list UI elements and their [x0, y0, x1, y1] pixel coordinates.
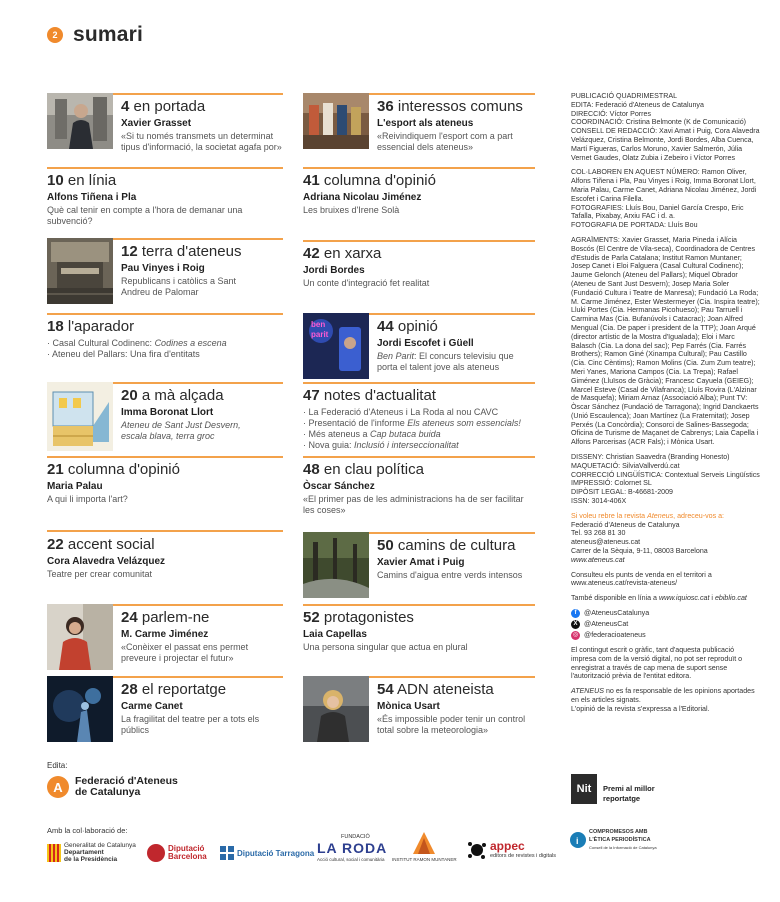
toc-entry-54[interactable]: [303, 676, 535, 744]
appec-logo[interactable]: appec editors de revistes i digitals: [467, 840, 556, 860]
entry-page-number: 36: [377, 98, 394, 115]
entry-page-number: 22: [47, 536, 64, 553]
toc-entry-28[interactable]: [47, 676, 283, 744]
entry-author: Imma Boronat Llort: [121, 407, 214, 418]
entry-section-title: protagonistes: [323, 609, 414, 626]
page-title: sumari: [73, 23, 144, 46]
social-x[interactable]: X @AteneusCat: [571, 620, 761, 629]
page-header: [47, 23, 143, 47]
svg-text:ben: ben: [311, 320, 326, 329]
entry-section-title: terra d'ateneus: [141, 243, 242, 260]
credits-masthead: PUBLICACIÓ QUADRIMESTRAL EDITA: Federació d'Ateneus de Catalunya DIRECCIÓ: Víctor Porres COORDINACIÓ: Cristina Belmonte (K de Comunicació) CONSELL DE REDACCIÓ: Xavi Amat i Puig, Cora Alavedra Velázquez, Cristina Belmonte, Jordi Bordes, Alba Cuenca, Martí Figueras, Carlos Moruno, Xavier Salmerón, Júlia Vernet Gaudes, Olatz Zubia i Zebeiro i Víctor Porres: [571, 92, 760, 162]
entry-page-number: 54: [377, 681, 394, 698]
entry-section-title: el reportatge: [141, 681, 227, 698]
entry-page-number: 50: [377, 537, 394, 554]
entry-description: «Conèixer el passat ens permet preveure i projectar el futur»: [121, 642, 249, 663]
credits-sidebar: [571, 92, 761, 720]
entry-description: Les bruixes d'Irene Solà: [303, 205, 400, 215]
entry-description: Teatre per crear comunitat: [47, 569, 153, 579]
entry-description: Ateneu de Sant Just Desvern, escala blava, terra groc: [121, 420, 241, 441]
collaboration-label: Amb la col·laboració de:: [47, 826, 128, 835]
entry-description: «Si tu només transmets un determinat tipus d'informació, la societat agafa por»: [121, 131, 282, 152]
publisher-label: Edita:: [47, 761, 68, 770]
toc-entry-41[interactable]: [303, 167, 535, 223]
toc-entry-50[interactable]: [303, 532, 535, 600]
publisher-name: Federació d'Ateneus de Catalunya: [75, 775, 178, 798]
entry-page-number: 47: [303, 387, 320, 404]
entry-page-number: 42: [303, 245, 320, 262]
entry-bullet: · Presentació de l'informe Els ateneus som essencials!: [303, 418, 521, 428]
entry-page-number: 18: [47, 318, 64, 335]
entry-author: L'esport als ateneus: [377, 118, 474, 129]
toc-entry-12[interactable]: [47, 238, 283, 306]
svg-text:parit: parit: [311, 330, 329, 339]
entry-photo-54: [303, 676, 369, 742]
entry-description: Què cal tenir en compte a l'hora de demanar una subvenció?: [47, 205, 243, 226]
entry-author: Jordi Bordes: [303, 265, 365, 276]
entry-description: Camins d'aigua entre verds intensos: [377, 570, 523, 580]
entry-divider: [47, 530, 283, 532]
entry-author: Xavier Grasset: [121, 118, 192, 129]
entry-divider: [303, 456, 535, 458]
entry-section-title: interessos comuns: [397, 98, 523, 115]
entry-section-title: columna d'opinió: [67, 461, 180, 478]
entry-photo-4: [47, 93, 113, 149]
toc-entry-18[interactable]: [47, 313, 283, 369]
entry-author: Mònica Usart: [377, 701, 440, 712]
entry-bullet: · Ateneu del Pallars: Una fira d'entitats: [47, 349, 200, 359]
entry-author: Maria Palau: [47, 481, 103, 492]
entry-illustration-20: [47, 382, 113, 451]
contact-details: Federació d'Ateneus de Catalunya Tel. 93 268 81 30 ateneus@ateneus.cat Carrer de la Sèquia, 9-11, 08003 Barcelona: [571, 520, 708, 556]
entry-photo-28: [47, 676, 113, 742]
credits-production: DISSENY: Christian Saavedra (Branding Honesto) MAQUETACIÓ: SilviaVallverdú.cat CORRECCIÓ LINGÜÍSTICA: Contextual Serveis Lingüístics IMPRESSIÓ: Colornet SL DIPÒSIT LEGAL: B-46681-2009 ISSN: 3014-406X: [571, 453, 760, 506]
generalitat-logo[interactable]: Generalitat de Catalunya Departament de la Presidència: [47, 842, 136, 863]
entry-author: M. Carme Jiménez: [121, 629, 209, 640]
toc-entry-10[interactable]: [47, 167, 283, 227]
entry-author: Adriana Nicolau Jiménez: [303, 192, 422, 203]
social-facebook[interactable]: f @AteneusCatalunya: [571, 609, 761, 618]
entry-divider: [303, 167, 535, 169]
entry-page-number: 48: [303, 461, 320, 478]
entry-divider: [303, 240, 535, 242]
instagram-icon: ◎: [572, 632, 579, 639]
diputacio-tarragona-logo[interactable]: Diputació Tarragona: [220, 846, 314, 860]
iquiosc-link[interactable]: www.iquiosc.cat: [658, 594, 710, 603]
toc-entry-48[interactable]: [303, 456, 535, 518]
entry-section-title: parlem-ne: [141, 609, 210, 626]
entry-photo-36: [303, 93, 369, 149]
online-availability: També disponible en línia a www.iquiosc.cat i ebiblio.cat: [571, 594, 747, 603]
entry-section-title: opinió: [397, 318, 438, 335]
facebook-icon: f: [571, 609, 580, 618]
entry-page-number: 21: [47, 461, 64, 478]
diba-icon: [147, 844, 165, 862]
entry-bullet: · Casal Cultural Codinenc: Codines a escena: [47, 338, 227, 348]
entry-page-number: 4: [121, 98, 130, 115]
credits-collaborators: COL·LABOREN EN AQUEST NÚMERO: Ramon Oliver, Alfons Tiñena i Pla, Pau Vinyes i Roig, Imma Boronat Llort, Maria Palau, Carme Canet, Adriana Nicolau Jiménez, Jordi Escofet i Carina Filella. FOTOGRAFIES: Lluís Bou, Daniel García Crespo, Eric Tafalla, Pixabay, Arxiu FAC i d. a. FOTOGRAFIA DE PORTADA: Lluís Bou: [571, 168, 757, 230]
entry-author: Carme Canet: [121, 701, 183, 712]
entry-photo-44: [303, 313, 369, 379]
ateneus-logo-icon: A: [47, 776, 69, 798]
entry-photo-24: [47, 604, 113, 670]
entry-page-number: 41: [303, 172, 320, 189]
entry-author: Laia Capellas: [303, 629, 367, 640]
entry-bullet: · Més ateneus a Cap butaca buida: [303, 429, 441, 439]
entry-description: «És impossible poder tenir un control total sobre la meteorologia»: [377, 714, 526, 735]
entry-section-title: en clau política: [323, 461, 424, 478]
fundacio-la-roda-logo[interactable]: FUNDACIÓ LA RODA Acció cultural, social i comunitària: [317, 834, 388, 862]
compromis-etica-logo[interactable]: i COMPROMESOS AMB L'ÈTICA PERIODÍSTICA Consell de la Informació de Catalunya: [569, 828, 657, 851]
svg-text:i: i: [576, 835, 579, 846]
entry-page-number: 12: [121, 243, 138, 260]
entry-section-title: en xarxa: [323, 245, 382, 262]
toc-entry-20[interactable]: [47, 382, 283, 452]
sponsor-logos: [47, 828, 747, 868]
diputacio-barcelona-logo[interactable]: Diputació Barcelona: [147, 844, 207, 862]
disclaimer: ATENEUS no es fa responsable de les opinions aportades en els articles signats. L'opinió de la revista s'expressa a l'Editorial.: [571, 687, 755, 713]
page-number-badge: 2: [47, 27, 63, 43]
entry-description: La fragilitat del teatre per a tots els públics: [121, 714, 260, 735]
entry-bullet: · Nova guia: Inclusió i interseccionalitat: [303, 440, 459, 450]
entry-page-number: 44: [377, 318, 394, 335]
prize-badge: Nit Premi al millor reportatge: [571, 774, 655, 804]
entry-divider: [47, 313, 283, 315]
entry-author: Alfons Tiñena i Pla: [47, 192, 137, 203]
copyright-notice: El contingut escrit o gràfic, tant d'aquesta publicació impresa com de la versió digital, no pot ser reproduït o enregistrat a través de cap mena de suport sense l'autorització prèvia de l'entitat editora.: [571, 646, 743, 681]
entry-page-number: 20: [121, 387, 138, 404]
entry-description: Una persona singular que actua en plural: [303, 642, 468, 652]
entry-photo-50: [303, 532, 369, 598]
entry-description: A qui li importa l'art?: [47, 494, 128, 504]
entry-section-title: en línia: [67, 172, 117, 189]
social-instagram[interactable]: ◎ @federacioateneus: [572, 631, 646, 640]
entry-description: «Reivindiquem l'esport com a part essencial dels ateneus»: [377, 131, 513, 152]
toc-entry-44[interactable]: [303, 313, 535, 381]
ebiblio-link[interactable]: ebiblio.cat: [714, 594, 747, 603]
toc-entry-21[interactable]: [47, 456, 283, 512]
toc-entry-36[interactable]: [303, 93, 535, 153]
social-links: [571, 609, 761, 640]
toc-entry-22[interactable]: [47, 530, 283, 590]
sales-points: Consulteu els punts de venda en el territori a www.ateneus.cat/revista-ateneus/: [571, 570, 712, 588]
entry-page-number: 52: [303, 609, 320, 626]
entry-section-title: a mà alçada: [141, 387, 224, 404]
entry-section-title: ADN ateneista: [397, 681, 494, 698]
toc-entry-24[interactable]: [47, 604, 283, 672]
entry-section-title: columna d'opinió: [323, 172, 436, 189]
nit-logo: Nit: [571, 774, 597, 804]
entry-section-title: en portada: [133, 98, 206, 115]
toc-entry-42[interactable]: [303, 240, 535, 296]
entry-author: Òscar Sánchez: [303, 481, 375, 492]
entry-divider: [47, 167, 283, 169]
toc-entry-4[interactable]: [47, 93, 283, 153]
entry-section-title: accent social: [67, 536, 155, 553]
publisher-logo[interactable]: [47, 776, 178, 798]
website-link[interactable]: www.ateneus.cat: [571, 555, 625, 564]
toc-entry-52[interactable]: [303, 604, 535, 660]
entry-author: Cora Alavedra Velázquez: [47, 556, 166, 567]
entry-section-title: camins de cultura: [397, 537, 516, 554]
institut-ramon-muntaner-logo[interactable]: INSTITUT RAMON MUNTANER: [392, 830, 457, 863]
entry-page-number: 28: [121, 681, 138, 698]
entry-section-title: l'aparador: [67, 318, 135, 335]
entry-description: Republicans i catòlics a Sant Andreu de Palomar: [121, 276, 237, 297]
entry-bullet: · La Federació d'Ateneus i La Roda al nou CAVC: [303, 407, 499, 417]
entry-description: Ben Parit: El concurs televisiu que porta el talent jove als ateneus: [377, 351, 514, 372]
toc-entry-47[interactable]: [303, 382, 535, 452]
entry-divider: [303, 604, 535, 606]
entry-page-number: 10: [47, 172, 64, 189]
subscription-info: Si voleu rebre la revista Ateneus, adreceu-vos a: Federació d'Ateneus de Catalunya Tel. 93 268 81 30 ateneus@ateneus.cat Carrer de la Sèquia, 9-11, 08003 Barcelona www.ateneus.cat: [571, 511, 725, 564]
entry-divider: [47, 456, 283, 458]
entry-divider: [303, 382, 535, 384]
entry-page-number: 24: [121, 609, 138, 626]
entry-section-title: notes d'actualitat: [323, 387, 436, 404]
entry-description: «El primer pas de les administracions ha de ser facilitar les coses»: [303, 494, 524, 515]
entry-author: Jordi Escofet i Güell: [377, 338, 474, 349]
credits-thanks: AGRAÏMENTS: Xavier Grasset, Maria Pineda i Alícia Boscós (El Centre de Vila-seca), Coordinadora de Centres d'Estudis de Parla Catalana; Institut Ramon Muntaner; Josep Canet i Eloi Falguera (Casal Cultural Codinenc); Jaume Gelonch (Ateneu del Pallars); Miquel Obrador (Ateneu de Sant Just Desvern); Josep Maria Soler (Fundació Cultura i Teatre de Manresa); Fundació La Roda; M. Carme Jiménez, Ester Westermeyer (Cia. Inspira teatre); Lluki Portes (Cia. Hermanas Picohueso); Pau Tarruell i Carmina Mas (Cia. Bufanúvols i Catacrac); Joan Alfred Mengual (Cia. De paper i president de la TTP); Joan Arqué (director artístic de la Mostra d'Igualada); Eloi i Marc Balasch (Cia. La dona del sac); Pep Farrés (Cia. Farrés Brothers); Ramon Giné (Xinampa Cultural); Pau Castillo (Cia. Cinc Cèntims); Ramon Molins (Cia. Zum Zum teatre); Meri Yanes, Mariona Campos (Cia. La Trepa); Rafael Giménez (Lluïsos de Gràcia); Francesc Cayuela (GEIEG); Marcel Esteve (Casal de Vilafranca); Lluís Rovira (L'Alzinar de Masquefa); Miriam Arnaz (Associació Alba); Punt TV: Òscar Sánchez (Fundació de Tarragona); Ingrid Danckaerts (Unió Escaulenca); Joan Martínez (La Fraternitat); Josep Perxés (La Concòrdia); Consorci de Salines-Bassegoda; Oficina de Turisme de Maçanet de Cabrenys; Laia Capella i Alfons Parcerisas (ACR Fals); i Mònica Usart.: [571, 235, 760, 447]
entry-author: Xavier Amat i Puig: [377, 557, 465, 568]
x-icon: X: [571, 620, 580, 629]
entry-author: Pau Vinyes i Roig: [121, 263, 205, 274]
entry-description: Un conte d'integració fet realitat: [303, 278, 430, 288]
entry-photo-12: [47, 238, 113, 304]
